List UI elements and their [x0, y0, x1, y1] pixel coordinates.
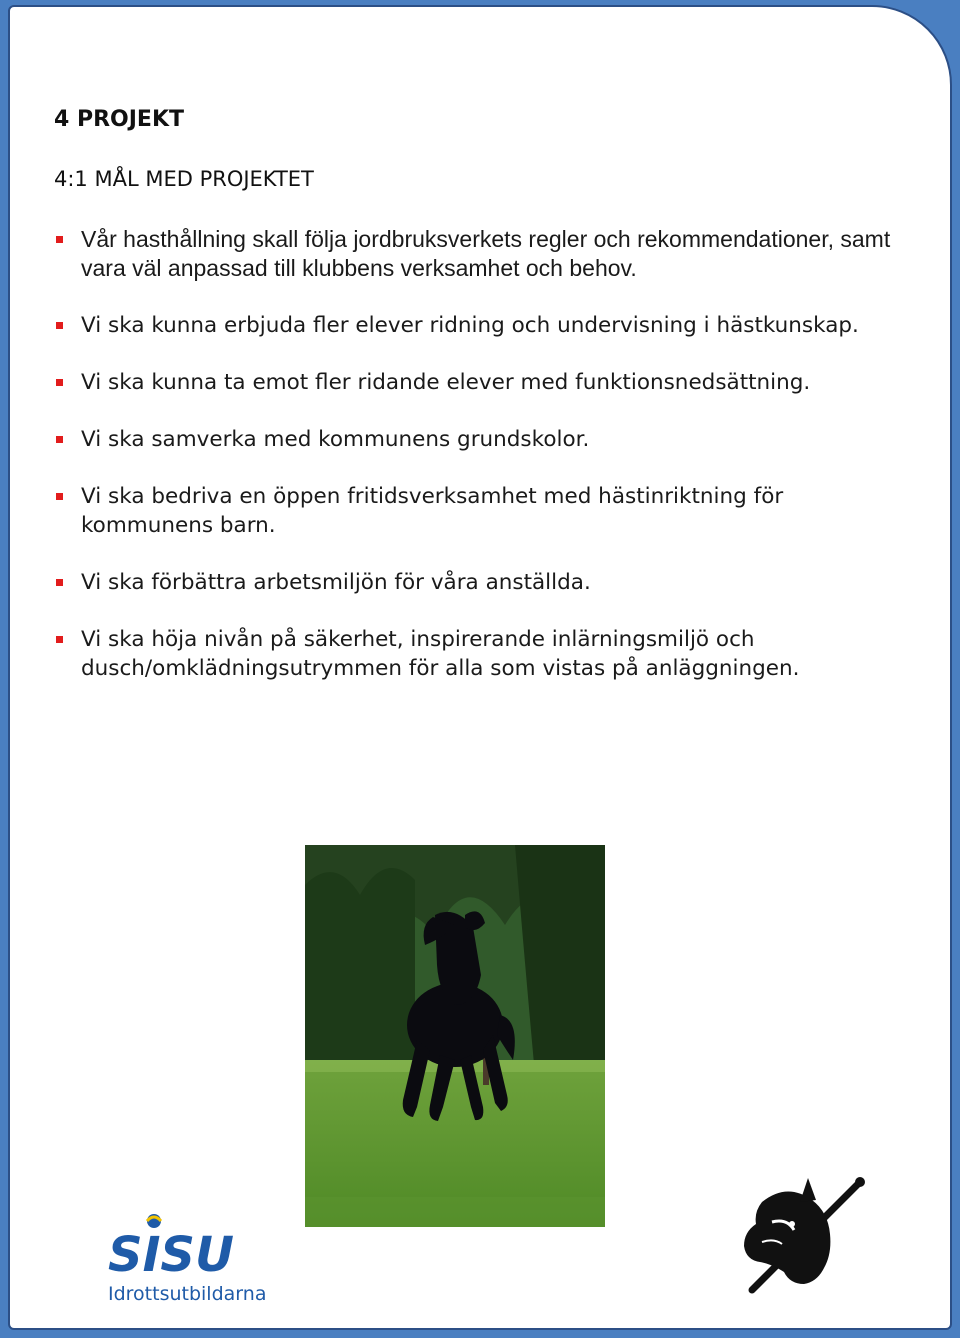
- goal-text: Vår hasthållning skall följa jordbruksverkets regler och rekommendationer, samt vara väl anpassad till klubbens verksamhet och behov.: [81, 226, 891, 281]
- goal-item: [54, 368, 914, 397]
- goal-text: Vi ska kunna erbjuda fler elever ridning och undervisning i hästkunskap.: [81, 313, 859, 338]
- section-heading: 4 PROJEKT: [54, 107, 185, 132]
- goal-text: Vi ska kunna ta emot fler ridande elever med funktionsnedsättning.: [81, 370, 811, 395]
- horse-photo: [305, 845, 605, 1227]
- goal-item: [54, 311, 914, 340]
- goal-text: Vi ska höja nivån på säkerhet, inspirerande inlärningsmiljö och dusch/omklädningsutrymmen för alla som vistas på anläggningen.: [81, 627, 800, 681]
- sisu-logo: [106, 1207, 286, 1307]
- goal-item: [54, 568, 914, 597]
- sisu-wordmark: SISU: [108, 1227, 234, 1283]
- goal-item: [54, 425, 914, 454]
- goal-text: Vi ska samverka med kommunens grundskolor.: [81, 427, 590, 452]
- horse-head-emblem-icon: [732, 1172, 872, 1302]
- goal-text: Vi ska förbättra arbetsmiljön för våra anställda.: [81, 570, 591, 595]
- bullet-icon: [56, 322, 63, 329]
- section-subheading: 4:1 MÅL MED PROJEKTET: [54, 167, 314, 191]
- page-card: [8, 5, 952, 1330]
- goal-list: [54, 225, 914, 711]
- goal-item: [54, 482, 914, 540]
- goal-item: [54, 625, 914, 683]
- bullet-icon: [56, 436, 63, 443]
- bullet-icon: [56, 636, 63, 643]
- bullet-icon: [56, 236, 63, 243]
- goal-text: Vi ska bedriva en öppen fritidsverksamhet med hästinriktning för kommunens barn.: [81, 484, 784, 538]
- sisu-tagline: Idrottsutbildarna: [108, 1283, 267, 1305]
- bullet-icon: [56, 493, 63, 500]
- goal-item: [54, 225, 914, 283]
- bullet-icon: [56, 579, 63, 586]
- bullet-icon: [56, 379, 63, 386]
